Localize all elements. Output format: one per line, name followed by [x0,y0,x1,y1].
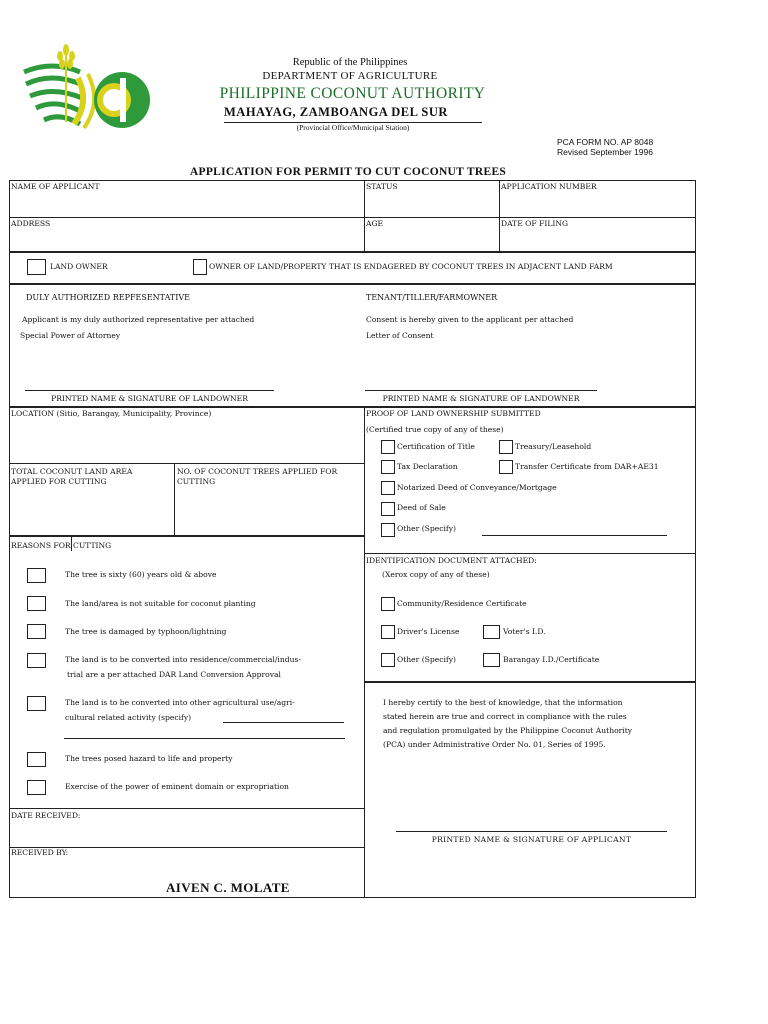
applicant-divider [9,217,696,218]
office-note: (Provincial Office/Municipal Station) [296,123,410,132]
certification-line1: I hereby certify to the best of knowledge, that the information [383,698,623,707]
cert-title-checkbox[interactable] [381,440,395,454]
representative-title: DULY AUTHORIZED REPFESENTATIVE [26,293,191,302]
notarized-deed-label: Notarized Deed of Conveyance/Mortgage [397,483,557,492]
reason-sixty-years-label: The tree is sixty (60) years old & above [65,570,217,579]
tax-declaration-checkbox[interactable] [381,460,395,474]
tenant-line1: Consent is hereby given to the applicant per attached [366,315,574,324]
reason-residence-label-1: The land is to be converted into residence/commercial/indus- [65,655,301,664]
no-trees-label-1: NO. OF COCONUT TREES APPLIED FOR [177,467,338,476]
tenant-line2: Letter of Consent [366,331,434,340]
pca-logo-icon [22,42,154,134]
voters-id-label: Voter's I.D. [503,627,546,636]
reason-eminent-domain-label: Exercise of the power of eminent domain or expropriation [65,782,289,791]
proof-other-checkbox[interactable] [381,523,395,537]
drivers-license-label: Driver's License [397,627,460,636]
reasons-title: REASONS FOR CUTTING [11,541,112,550]
address-label: ADDRESS [11,219,51,228]
department-text: DEPARTMENT OF AGRICULTURE [262,70,438,82]
reason-hazard-label: The trees posed hazard to life and property [65,754,233,763]
location-label: LOCATION (Sitio, Barangay, Municipality, Province) [11,409,212,418]
identification-title: IDENTIFICATION DOCUMENT ATTACHED: [366,556,537,565]
receiver-name: AIVEN C. MOLATE [166,880,290,895]
representative-signature-line [25,390,274,391]
representative-line2: Special Power of Attorney [20,331,121,340]
reason-eminent-domain-checkbox[interactable] [27,780,46,795]
tenant-sig-label: PRINTED NAME & SIGNATURE OF LANDOWNER [382,394,580,403]
deed-of-sale-checkbox[interactable] [381,502,395,516]
reason-damaged-checkbox[interactable] [27,624,46,639]
applicant-col2 [499,180,500,252]
reason-hazard-checkbox[interactable] [27,752,46,767]
treasury-checkbox[interactable] [499,440,513,454]
certification-line4: (PCA) under Administrative Order No. 01, Series of 1995. [383,740,606,749]
certification-line2: stated herein are true and correct in compliance with the rules [383,712,627,721]
barangay-id-label: Barangay I.D./Certificate [503,655,600,664]
location-col-divider [174,463,175,536]
transfer-cert-checkbox[interactable] [499,460,513,474]
cert-title-label: Certification of Title [397,442,475,451]
certification-line3: and regulation promulgated by the Philippine Coconut Authority [383,726,633,735]
name-of-applicant-label: NAME OF APPLICANT [11,182,100,191]
applicant-sig-label: PRINTED NAME & SIGNATURE OF APPLICANT [431,835,632,844]
proof-other-label: Other (Specify) [397,524,456,533]
reason-residence-checkbox[interactable] [27,653,46,668]
treasury-label: Treasury/Leasehold [515,442,592,451]
republic-text: Republic of the Philippines [292,57,408,68]
owner-endangered-checkbox[interactable] [193,259,207,275]
reason-not-suitable-label: The land/area is not suitable for coconut planting [65,599,256,608]
tenant-title: TENANT/TILLER/FARMOWNER [366,293,498,302]
age-label: AGE [366,219,384,228]
land-owner-checkbox[interactable] [27,259,46,275]
transfer-cert-label: Transfer Certificate from DAR+AE31 [515,462,659,471]
tenant-signature-line [365,390,597,391]
reason-damaged-label: The tree is damaged by typhoon/lightning [65,627,227,636]
date-of-filing-label: DATE OF FILING [501,219,569,228]
land-owner-label: LAND OWNER [50,262,108,271]
applicant-col1 [364,180,365,252]
received-by-label: RECEIVED BY: [11,848,69,857]
drivers-license-checkbox[interactable] [381,625,395,639]
owner-endangered-label: OWNER OF LAND/PROPERTY THAT IS ENDAGERED BY COCONUT TREES IN ADJACENT LAND FARM [209,262,613,271]
proof-other-specify-line[interactable] [482,535,667,536]
id-other-label: Other (Specify) [397,655,456,664]
tax-declaration-label: Tax Declaration [397,462,458,471]
reason-residence-label-2: trial are a per attached DAR Land Conversion Approval [67,670,281,679]
office-name: MAHAYAG, ZAMBOANGA DEL SUR [224,105,448,119]
date-received-label: DATE RECEIVED: [11,811,81,820]
status-label: STATUS [366,182,398,191]
reason-agricultural-specify-line-2[interactable] [64,738,345,739]
reason-sixty-years-checkbox[interactable] [27,568,46,583]
identification-subtitle: (Xerox copy of any of these) [382,570,490,579]
reason-agricultural-label-1: The land is to be converted into other agricultural use/agri- [65,698,295,707]
id-other-checkbox[interactable] [381,653,395,667]
reason-agricultural-label-2: cultural related activity (specify) [65,713,192,722]
revised-date: Revised September 1996 [557,147,653,157]
reasons-title-cursor [71,537,72,551]
agency-title: PHILIPPINE COCONUT AUTHORITY [219,85,486,102]
reason-agricultural-checkbox[interactable] [27,696,46,711]
representative-sig-label: PRINTED NAME & SIGNATURE OF LANDOWNER [51,394,248,403]
location-divider [9,463,365,464]
representative-line1: Applicant is my duly authorized representative per attached [22,315,255,324]
community-cert-label: Community/Residence Certificate [397,599,527,608]
application-number-label: APPLICATION NUMBER [501,182,597,191]
deed-of-sale-label: Deed of Sale [397,503,446,512]
community-cert-checkbox[interactable] [381,597,395,611]
notarized-deed-checkbox[interactable] [381,481,395,495]
applicant-signature-line [396,831,667,832]
total-area-label-1: TOTAL COCONUT LAND AREA [11,467,133,476]
proof-title: PROOF OF LAND OWNERSHIP SUBMITTED [366,409,541,418]
total-area-label-2: APPLIED FOR CUTTING [11,477,107,486]
no-trees-label-2: CUTTING [177,477,216,486]
proof-subtitle: (Certified true copy of any of these) [366,425,504,434]
reason-not-suitable-checkbox[interactable] [27,596,46,611]
form-number: PCA FORM NO. AP 8048 [557,137,654,147]
voters-id-checkbox[interactable] [483,625,500,639]
barangay-id-checkbox[interactable] [483,653,500,667]
reason-agricultural-specify-line[interactable] [223,722,344,723]
form-title: APPLICATION FOR PERMIT TO CUT COCONUT TREES [189,166,507,178]
pca-logo [22,42,154,134]
